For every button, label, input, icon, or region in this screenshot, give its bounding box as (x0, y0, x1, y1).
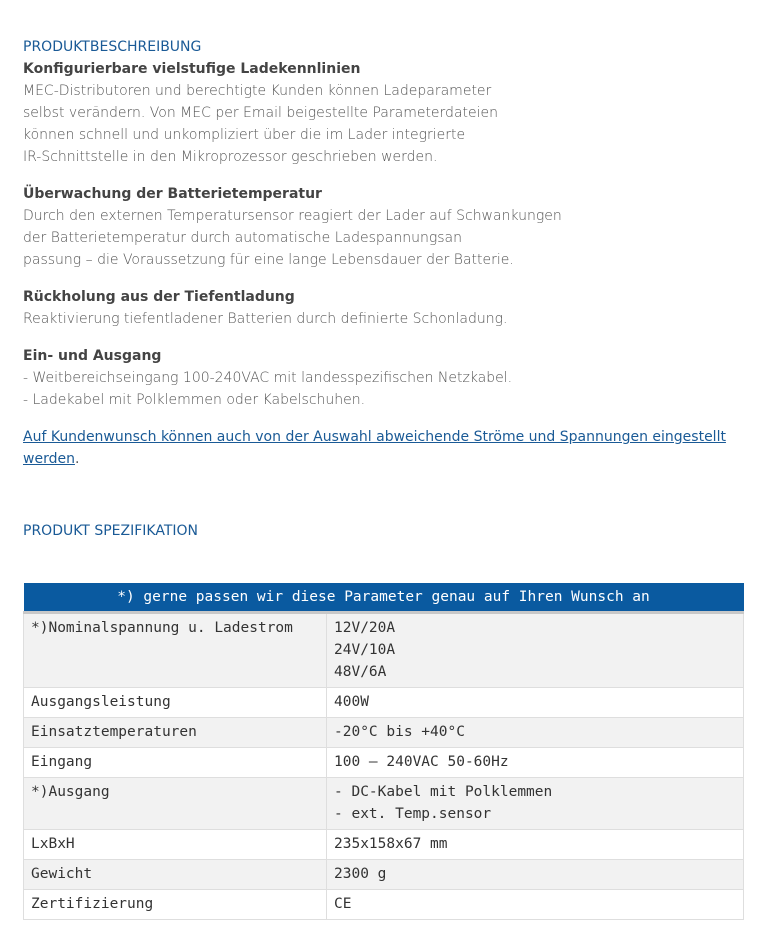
table-row (24, 613, 744, 688)
table-row (24, 688, 744, 718)
spec-value-line: 12V/20A (334, 620, 396, 636)
description-block-battery-temperature (23, 183, 744, 271)
spec-value (327, 718, 744, 748)
spec-value-line: CE (334, 896, 352, 912)
description-block-deep-discharge (23, 286, 744, 330)
spec-value-line: 400W (334, 694, 369, 710)
custom-request-link-line2: werden (23, 451, 75, 467)
block-line: Reaktivierung tiefentladener Batterien durch definierte Schonladung. (23, 311, 508, 327)
specification-table (23, 583, 744, 920)
custom-request-paragraph (23, 426, 744, 470)
table-row (24, 830, 744, 860)
spec-label: Eingang (24, 748, 327, 778)
spec-value (327, 830, 744, 860)
custom-request-link-line1: Auf Kundenwunsch können auch von der Auswahl abweichende Ströme und Spannungen eingestellt (23, 429, 726, 445)
spec-label: *)Ausgang (24, 778, 327, 830)
block-line: - Weitbereichseingang 100-240VAC mit landesspezifischen Netzkabel. (23, 370, 513, 386)
specification-table-header: *) gerne passen wir diese Parameter genau auf Ihren Wunsch an (24, 583, 744, 613)
description-block-input-output (23, 345, 744, 411)
block-line: passung – die Voraussetzung für eine lange Lebensdauer der Batterie. (23, 252, 514, 268)
block-line: selbst verändern. Von MEC per Email beigestellte Parameterdateien (23, 105, 499, 121)
product-description-heading: PRODUKTBESCHREIBUNG (23, 39, 202, 55)
table-row (24, 778, 744, 830)
spec-value (327, 613, 744, 688)
spec-value-line: 48V/6A (334, 664, 387, 680)
spec-value (327, 688, 744, 718)
spec-value-line: - ext. Temp.sensor (334, 806, 492, 822)
table-row (24, 890, 744, 920)
block-line: Durch den externen Temperatursensor reagiert der Lader auf Schwankungen (23, 208, 562, 224)
block-title: Rückholung aus der Tiefentladung (23, 289, 295, 305)
spec-value (327, 778, 744, 830)
spec-value (327, 860, 744, 890)
custom-request-link[interactable] (23, 426, 744, 467)
spec-value-line: 2300 g (334, 866, 387, 882)
spec-value-line: - DC-Kabel mit Polklemmen (334, 784, 553, 800)
spec-value (327, 748, 744, 778)
block-title: Überwachung der Batterietemperatur (23, 186, 322, 202)
custom-request-suffix: . (74, 451, 80, 467)
spec-label: Gewicht (24, 860, 327, 890)
spec-label: Ausgangsleistung (24, 688, 327, 718)
spec-value (327, 890, 744, 920)
spec-value-line: -20°C bis +40°C (334, 724, 465, 740)
description-block-configurable-curves (23, 58, 744, 168)
spec-label: Einsatztemperaturen (24, 718, 327, 748)
table-row (24, 748, 744, 778)
block-line: der Batterietemperatur durch automatische Ladespannungsan (23, 230, 462, 246)
spec-value-line: 24V/10A (334, 642, 396, 658)
table-row (24, 860, 744, 890)
table-row (24, 718, 744, 748)
product-content (23, 36, 744, 542)
spec-label: Zertifizierung (24, 890, 327, 920)
spec-value-line: 100 – 240VAC 50-60Hz (334, 754, 509, 770)
block-line: IR-Schnittstelle in den Mikroprozessor geschrieben werden. (23, 149, 438, 165)
block-line: MEC-Distributoren und berechtigte Kunden können Ladeparameter (23, 83, 492, 99)
block-title: Konfigurierbare vielstufige Ladekennlinien (23, 61, 361, 77)
block-title: Ein- und Ausgang (23, 348, 162, 364)
block-line: - Ladekabel mit Polklemmen oder Kabelschuhen. (23, 392, 366, 408)
product-specification-heading: PRODUKT SPEZIFIKATION (23, 523, 198, 539)
block-line: können schnell und unkompliziert über die im Lader integrierte (23, 127, 466, 143)
spec-label: *)Nominalspannung u. Ladestrom (24, 613, 327, 688)
spec-label: LxBxH (24, 830, 327, 860)
spec-value-line: 235x158x67 mm (334, 836, 448, 852)
